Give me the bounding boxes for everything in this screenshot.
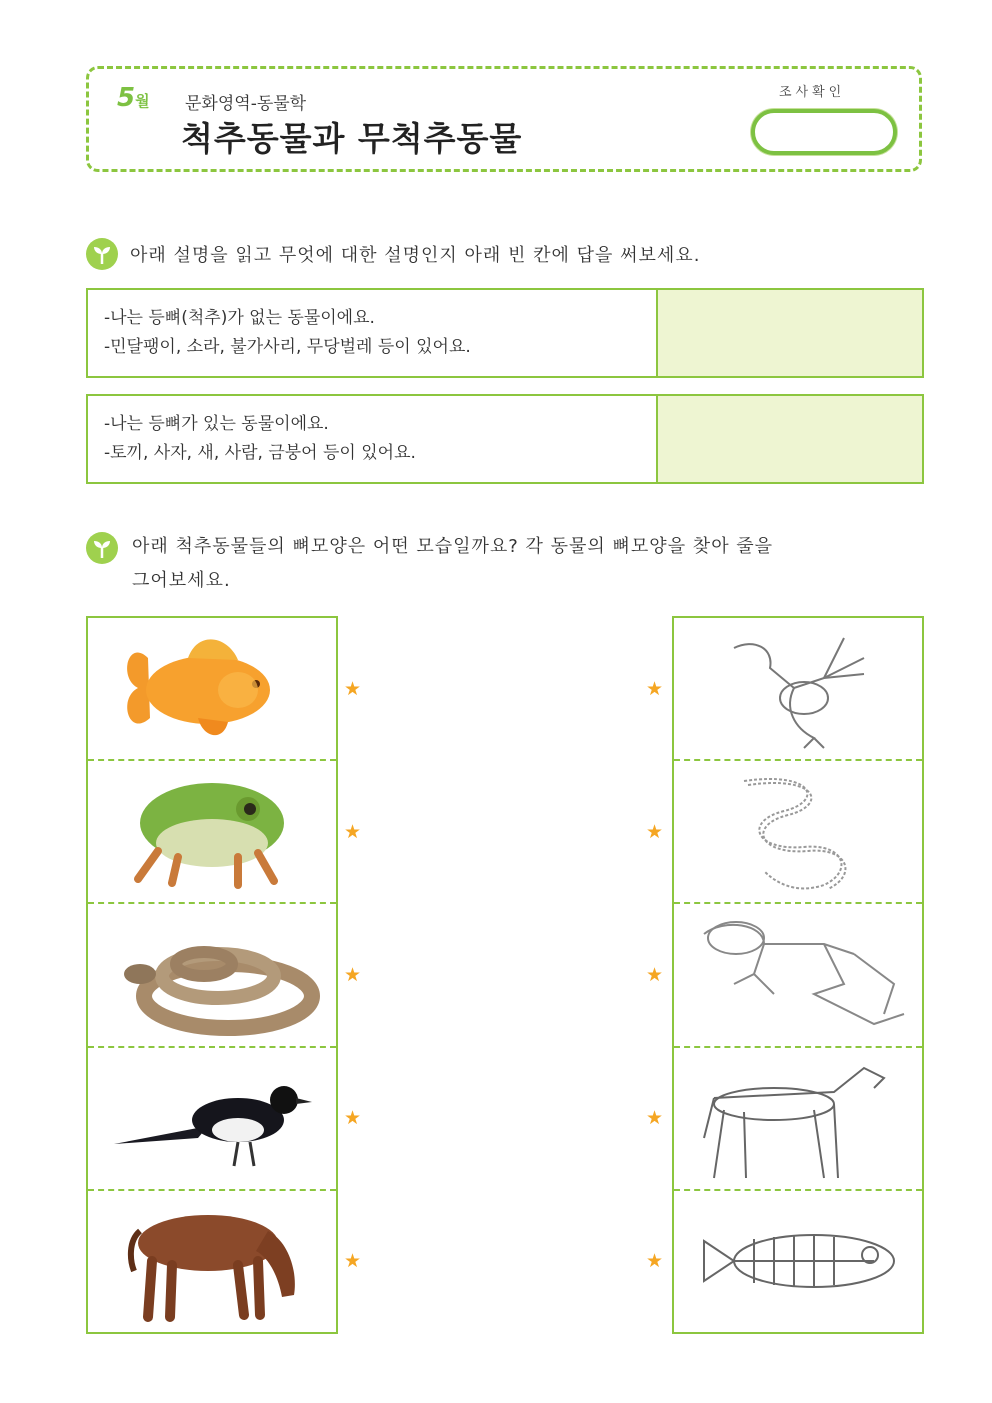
question-2-line-1: 아래 척추동물들의 뼈모양은 어떤 모습일까요? 각 동물의 뼈모양을 찾아 줄을 [132, 536, 774, 557]
fish-skeleton-image [674, 1191, 922, 1331]
left-star-5[interactable]: ★ [344, 1250, 362, 1272]
question-2-line-2: 그어보세요. [132, 570, 231, 591]
frog-image [88, 761, 336, 901]
subject-label: 문화영역-동물학 [185, 94, 307, 114]
frog-skeleton-image [674, 904, 922, 1044]
magpie-image [88, 1048, 336, 1188]
bird-skeleton-cell [674, 618, 922, 761]
description-box-2 [86, 394, 924, 484]
goldfish-cell [88, 618, 336, 761]
check-stamp-box[interactable] [751, 109, 897, 155]
description-2-line-2: -토끼, 사자, 새, 사람, 금붕어 등이 있어요. [104, 443, 416, 463]
snake-skeleton-cell [674, 761, 922, 904]
page-title: 척추동물과 무척추동물 [181, 119, 523, 158]
goldfish-image [88, 618, 336, 758]
horse-cell [88, 1191, 336, 1334]
frog-cell [88, 761, 336, 904]
snake-skeleton-image [674, 761, 922, 901]
sprout-icon [86, 532, 118, 564]
description-1-line-1: -나는 등뼈(척추)가 없는 동물이에요. [104, 308, 375, 328]
question-2-icon-row [86, 532, 130, 564]
right-star-4[interactable]: ★ [646, 1107, 664, 1129]
animal-column [86, 616, 338, 1334]
horse-skeleton-cell [674, 1048, 922, 1191]
skeleton-column [672, 616, 924, 1334]
answer-field-1[interactable] [658, 290, 922, 376]
left-star-3[interactable]: ★ [344, 964, 362, 986]
snake-cell [88, 904, 336, 1047]
horse-skeleton-image [674, 1048, 922, 1188]
left-star-4[interactable]: ★ [344, 1107, 362, 1129]
description-box-1 [86, 288, 924, 378]
left-star-2[interactable]: ★ [344, 821, 362, 843]
bird-skeleton-image [674, 618, 922, 758]
left-star-1[interactable]: ★ [344, 678, 362, 700]
fish-skeleton-cell [674, 1191, 922, 1334]
snake-image [88, 904, 336, 1044]
right-star-5[interactable]: ★ [646, 1250, 664, 1272]
magpie-cell [88, 1048, 336, 1191]
description-text-1 [88, 290, 658, 376]
question-1-text: 아래 설명을 읽고 무엇에 대한 설명인지 아래 빈 칸에 답을 써보세요. [130, 245, 701, 266]
question-2-text [132, 530, 922, 598]
frog-skeleton-cell [674, 904, 922, 1047]
month-label: 5월 [117, 83, 150, 113]
right-star-1[interactable]: ★ [646, 678, 664, 700]
description-1-line-2: -민달팽이, 소라, 불가사리, 무당벌레 등이 있어요. [104, 337, 471, 357]
right-star-3[interactable]: ★ [646, 964, 664, 986]
description-text-2 [88, 396, 658, 482]
right-star-2[interactable]: ★ [646, 821, 664, 843]
sprout-icon [86, 238, 118, 270]
check-label: 조사확인 [779, 85, 846, 100]
answer-field-2[interactable] [658, 396, 922, 482]
worksheet-header [86, 66, 922, 172]
description-2-line-1: -나는 등뼈가 있는 동물이에요. [104, 414, 329, 434]
horse-image [88, 1191, 336, 1331]
question-1 [86, 238, 700, 270]
